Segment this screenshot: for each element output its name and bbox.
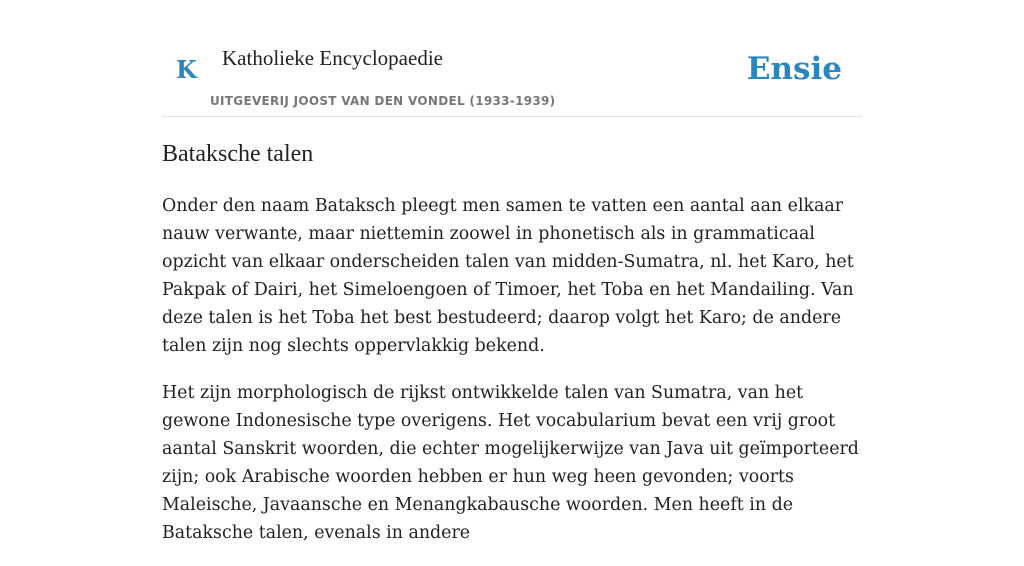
article-body: [162, 192, 868, 566]
publication-logo[interactable]: K: [176, 55, 197, 84]
article-paragraph: Onder den naam Bataksch pleegt men samen te vatten een aantal aan elkaar nauw verwante, maar niettemin zoowel in phonetisch als in grammaticaal opzicht van elkaar onderscheiden talen van midden-Sumatra, nl. het Karo, het Pakpak of Dairi, het Simeloengoen of Timoer, het Toba en het Mandailing. Van deze talen is het Toba het best bestudeerd; daarop volgt het Karo; de andere talen zijn nog slechts oppervlakkig bekend.: [162, 196, 854, 356]
publisher-subtitle: UITGEVERIJ JOOST VAN DEN VONDEL (1933-1939): [210, 94, 556, 108]
article-paragraph: Het zijn morphologisch de rijkst ontwikkelde talen van Sumatra, van het gewone Indonesische type overigens. Het vocabularium bevat een vrij groot aantal Sanskrit woorden, die echter mogelijkerwijze van Java uit geïmporteerd zijn; ook Arabische woorden hebben er hun weg heen gevonden; voorts Maleische, Javaansche en Menangkabausche woorden. Men heeft in de Bataksche talen, evenals in andere: [162, 383, 859, 543]
publication-title[interactable]: Katholieke Encyclopaedie: [222, 46, 443, 70]
entry-title: Bataksche talen: [162, 141, 314, 167]
ensie-logo-link[interactable]: Ensie: [746, 51, 842, 87]
site-header: [162, 0, 862, 117]
